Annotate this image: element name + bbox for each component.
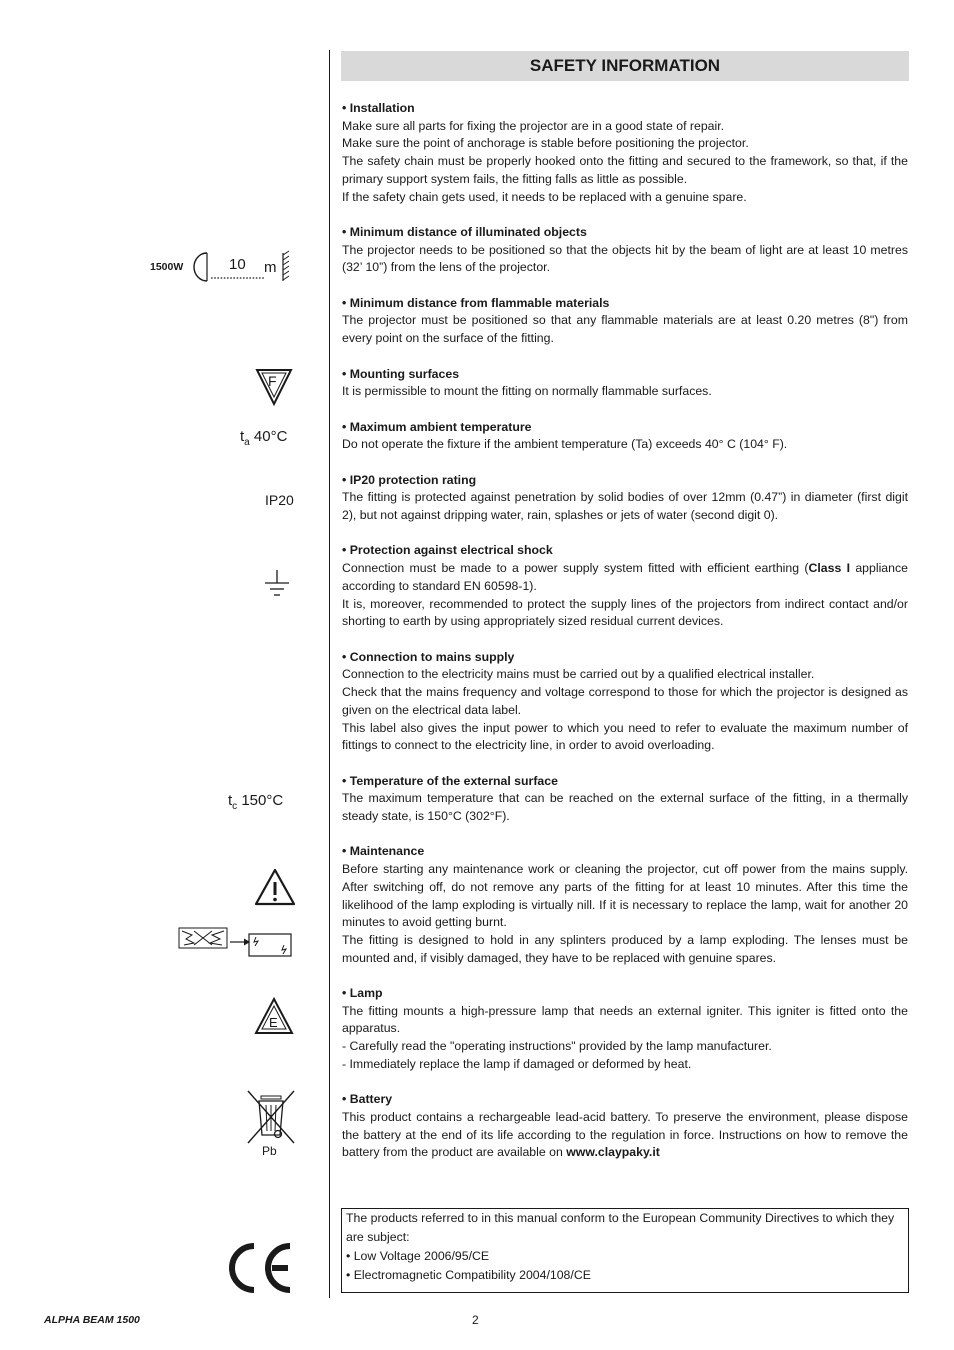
section-title: • Minimum distance from flammable materials [342,295,610,310]
surface-value: 150°C [237,792,284,809]
page-title: SAFETY INFORMATION [341,51,909,81]
section [342,419,908,454]
section-title: • Connection to mains supply [342,649,515,664]
lamp-power-label: 1500W [150,261,184,273]
section-paragraph: The fitting is designed to hold in any splinters produced by a lamp exploding. The lenses must be mounted and, if visibly damaged, they have to be replaced with genuine spares. [342,932,908,965]
section [342,472,908,525]
column-divider [329,50,330,1298]
section-paragraph: The safety chain must be properly hooked onto the fitting and secured to the framework, so that, if the primary support system fails, the fitting falls as little as possible. [342,154,908,186]
ce-mark-icon [222,1242,296,1294]
section-title: • Maximum ambient temperature [342,419,532,434]
flammable-symbol [254,366,294,406]
section-paragraph: - Carefully read the "operating instructions" provided by the lamp manufacturer. [342,1039,772,1054]
section-paragraph: The projector must be positioned so that any flammable materials are at least 0.20 metres (8") from every point on the surface of the fitting. [342,313,908,346]
ambient-value: 40°C [249,428,288,445]
section-paragraph: The maximum temperature that can be reached on the external surface of the fitting, in a thermally steady state, is 150°C (302°F). [342,791,908,823]
e-symbol [254,996,294,1036]
ce-mark [222,1242,296,1299]
crossed-bin-icon [244,1089,298,1145]
min-distance-symbol [150,245,300,285]
weee-symbol [244,1089,298,1163]
section-paragraph: Before starting any maintenance work or cleaning the projector, cut off power from the mains supply. After switching off, do not remove any parts of the fitting for at least 10 minutes. After this time the likelihood of the lamp exploding is virtually nill. If it is necessary to replace the lamp, wait for another 20 minutes to avoid getting burnt. [342,862,908,930]
safety-sections [342,100,908,1180]
section-paragraph: The fitting is protected against penetration by solid bodies of over 12mm (0.47”) in diameter (first digit 2), but not against dripping water, rain, splashes or jets of water (second digit 0). [342,490,908,523]
section-paragraph: Make sure the point of anchorage is stable before positioning the projector. [342,136,749,151]
section-paragraph: Make sure all parts for fixing the projector are in a good state of repair. [342,118,725,133]
section-paragraph: It is, moreover, recommended to protect the supply lines of the projectors from indirect contact and/or shorting to earth by using appropriately sized residual current devices. [342,596,908,629]
section-title: • Mounting surfaces [342,366,460,381]
section [342,773,908,826]
section [342,295,908,348]
flammable-letter: F [268,373,277,389]
conformity-item: • Electromagnetic Compatibility 2004/108/CE [346,1268,591,1282]
lamp-explosion-symbol [178,925,294,964]
section [342,224,908,277]
section-title: • Maintenance [342,844,425,859]
ambient-sub: a [244,437,250,448]
section [342,1091,908,1162]
section-title: • Protection against electrical shock [342,543,553,558]
ip-rating: IP20 [265,492,294,508]
section [342,100,908,206]
section [342,366,908,401]
e-letter: E [269,1015,278,1030]
section-title: • Temperature of the external surface [342,773,558,788]
section [342,985,908,1074]
section-paragraph: Connection to the electricity mains must be carried out by a qualified electrical installer. [342,667,815,682]
section [342,542,908,631]
surface-sub: c [232,801,238,812]
distance-unit: m [264,259,277,276]
earth-ground-icon [264,568,290,598]
surface-temperature-symbol [228,792,283,812]
section-paragraph: The fitting mounts a high-pressure lamp that needs an external igniter. This igniter is fitted onto the apparatus. [342,1003,908,1036]
conformity-intro: The products referred to in this manual conform to the European Community Directives to which they are subject: [346,1211,895,1244]
section-paragraph: Check that the mains frequency and voltage correspond to those for which the projector is designed as given on the electrical data label. [342,685,908,717]
distance-value: 10 [229,256,246,273]
section-paragraph: Connection must be made to a power supply system fitted with efficient earthing (Class I appliance according to standard EN 60598-1). [342,561,908,593]
earth-symbol [264,568,290,603]
section-paragraph: It is permissible to mount the fitting on normally flammable surfaces. [342,384,712,399]
section [342,649,908,755]
surface-t: t [228,792,233,809]
conformity-box [341,1208,909,1293]
page-number: 2 [472,1313,479,1327]
section-title: • Minimum distance of illuminated objects [342,224,587,239]
section-title: • Installation [342,101,415,115]
section-paragraph: If the safety chain gets used, it needs to be replaced with a genuine spare. [342,189,747,204]
footer-model: ALPHA BEAM 1500 [44,1314,140,1326]
section-paragraph: This label also gives the input power to which you need to refer to evaluate the maximum number of fittings to connect to the electricity line, in order to avoid overloading. [342,720,908,753]
ambient-t: t [240,428,245,445]
section-paragraph: - Immediately replace the lamp if damaged or deformed by heat. [342,1056,692,1071]
section [342,843,908,967]
section-title: • Lamp [342,986,383,1000]
warning-symbol [254,868,296,911]
lamp-explosion-icon [178,925,294,959]
section-title: • Battery [342,1092,393,1107]
section-paragraph: The projector needs to be positioned so that the objects hit by the beam of light are at least 10 metres (32’ 10”) from the lens of the projector. [342,242,908,275]
section-paragraph: Do not operate the fixture if the ambient temperature (Ta) exceeds 40° C (104° F). [342,437,788,452]
ambient-temperature-symbol [240,428,287,448]
conformity-item: • Low Voltage 2006/95/CE [346,1249,490,1263]
section-title: • IP20 protection rating [342,472,477,487]
pb-label: Pb [262,1144,277,1158]
section-paragraph: This product contains a rechargeable lead-acid battery. To preserve the environment, please dispose the battery at the end of its life according to the regulation in force. Instructions on how to remove the battery from the product are available on www.claypaky.it [342,1109,908,1160]
warning-icon [254,868,296,906]
